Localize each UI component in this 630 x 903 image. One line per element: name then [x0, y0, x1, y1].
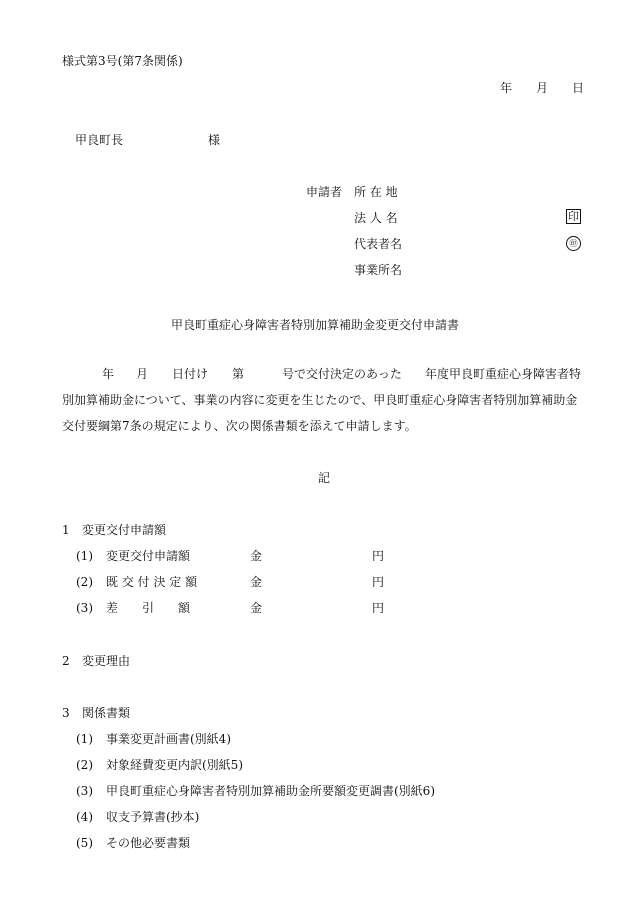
s1-row3-label: 差 引 額 — [106, 601, 191, 615]
s1-row2-num: (2) — [76, 575, 93, 589]
s3-item1-text: 事業変更計画書(別紙4) — [106, 732, 231, 746]
body-number-text: 号で交付決定のあった — [282, 367, 402, 381]
rep-seal — [566, 236, 581, 251]
s3-item2-num: (2) — [76, 758, 93, 772]
body-date: 日付け — [172, 367, 209, 381]
corp-seal — [566, 209, 581, 224]
s3-item4-num: (4) — [76, 810, 93, 824]
s1-row2-yen: 円 — [372, 575, 385, 589]
s3-item5-text: その他必要書類 — [106, 836, 191, 850]
body-year: 年 — [102, 367, 115, 381]
date-year: 年 — [500, 81, 513, 95]
s1-row3-kin: 金 — [250, 601, 263, 615]
s1-row2-label: 既 交 付 決 定 額 — [106, 575, 198, 589]
section3-number: 3 — [62, 706, 70, 720]
document-title: 甲良町重症心身障害者特別加算補助金変更交付申請書 — [170, 318, 459, 332]
s3-item3-text: 甲良町重症心身障害者特別加算補助金所要額変更調書(別紙6) — [106, 784, 436, 798]
addressee-honorific: 様 — [208, 133, 221, 147]
date-day: 日 — [572, 81, 585, 95]
section2-number: 2 — [62, 654, 70, 668]
ki-mark: 記 — [318, 471, 331, 485]
s1-row3-num: (3) — [76, 601, 93, 615]
s3-item2-text: 対象経費変更内訳(別紙5) — [106, 758, 243, 772]
section3-title: 関係書類 — [82, 706, 131, 720]
section1-title: 変更交付申請額 — [82, 523, 167, 537]
representative-label: 代表者名 — [354, 237, 403, 251]
rep-seal-mark: ㊞ — [566, 236, 581, 251]
s3-item1-num: (1) — [76, 732, 93, 746]
body-dai: 第 — [232, 367, 245, 381]
s3-item3-num: (3) — [76, 784, 93, 798]
date-month: 月 — [536, 81, 549, 95]
addressee-name: 甲良町長 — [75, 133, 124, 147]
s3-item4-text: 収支予算書(抄本) — [106, 810, 200, 824]
body-line-3: 交付要綱第7条の規定により、次の関係書類を添えて申請します。 — [62, 419, 417, 433]
corp-name-label: 法 人 名 — [354, 211, 398, 225]
form-number: 様式第3号(第7条関係) — [62, 54, 183, 68]
office-label: 事業所名 — [354, 263, 403, 277]
applicant-label: 申請者 — [306, 185, 343, 199]
body-line-2: 別加算補助金について、事業の内容に変更を生じたので、甲良町重症心身障害者特別加算補助金 — [62, 393, 578, 407]
s1-row1-yen: 円 — [372, 549, 385, 563]
s3-item5-num: (5) — [76, 836, 93, 850]
s1-row3-yen: 円 — [372, 601, 385, 615]
body-fiscal-text: 年度甲良町重症心身障害者特 — [425, 367, 582, 381]
section2-title: 変更理由 — [82, 654, 131, 668]
s1-row2-kin: 金 — [250, 575, 263, 589]
section1-number: 1 — [62, 523, 70, 537]
corp-seal-mark: 印 — [568, 210, 579, 223]
s1-row1-num: (1) — [76, 549, 93, 563]
s1-row1-kin: 金 — [250, 549, 263, 563]
address-label: 所 在 地 — [354, 185, 398, 199]
s1-row1-label: 変更交付申請額 — [106, 549, 191, 563]
body-month: 月 — [136, 367, 149, 381]
